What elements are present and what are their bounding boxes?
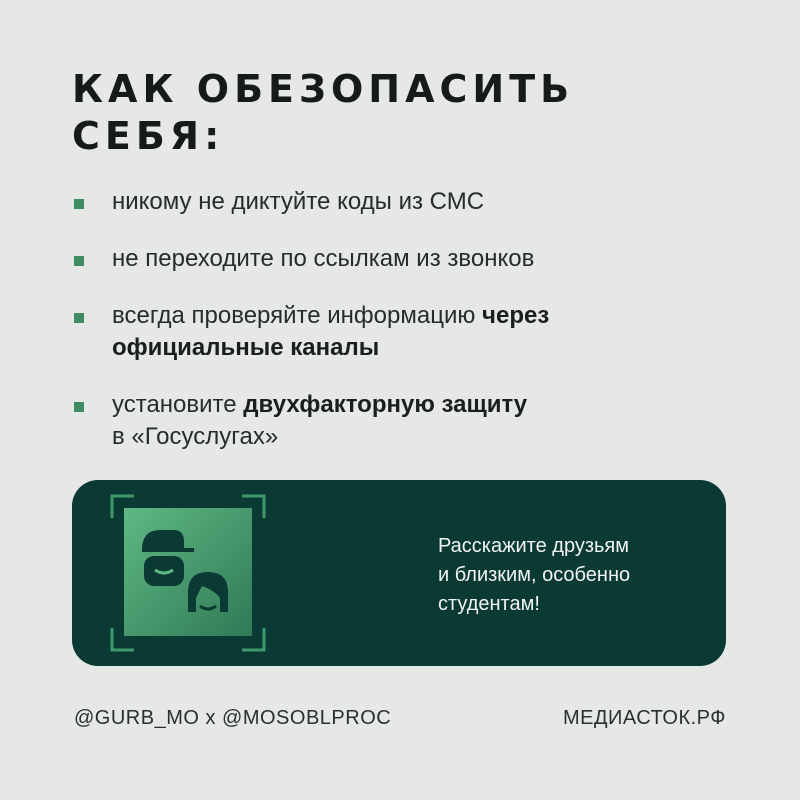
bullet-square-icon bbox=[74, 256, 84, 266]
tip-text: установите bbox=[112, 391, 244, 418]
footer-brand: МЕДИАСТОК.РФ bbox=[562, 707, 726, 729]
share-message-line: студентам! bbox=[438, 593, 540, 615]
tip-text: не переходите по ссылкам из звонков bbox=[112, 245, 535, 272]
bullet-square-icon bbox=[74, 199, 84, 209]
page-title bbox=[72, 66, 574, 160]
title-line-2: СЕБЯ: bbox=[72, 114, 225, 158]
title-line-1: КАК ОБЕЗОПАСИТЬ bbox=[72, 67, 575, 111]
tip-item bbox=[72, 186, 722, 218]
safety-tips-list bbox=[72, 186, 722, 453]
tip-text: всегда проверяйте информацию bbox=[112, 302, 483, 329]
tip-item bbox=[72, 300, 722, 364]
tip-text-tail: в «Госуслугах» bbox=[112, 423, 279, 450]
bullet-square-icon bbox=[74, 402, 84, 412]
share-card bbox=[72, 480, 726, 666]
tip-text: никому не диктуйте коды из СМС bbox=[112, 188, 485, 215]
tip-text-bold: через официальные каналы bbox=[112, 302, 550, 361]
footer-handles: @GURB_MO x @MOSOBLPROC bbox=[74, 707, 392, 729]
tip-text-bold: двухфакторную защиту bbox=[243, 391, 528, 418]
share-message bbox=[438, 532, 708, 619]
share-message-line: и близким, особенно bbox=[438, 564, 631, 586]
bullet-square-icon bbox=[74, 313, 84, 323]
tip-item bbox=[72, 243, 722, 275]
hacker-and-student-icon bbox=[110, 494, 266, 652]
share-message-line: Расскажите друзьям bbox=[438, 535, 630, 557]
tip-item bbox=[72, 389, 722, 453]
